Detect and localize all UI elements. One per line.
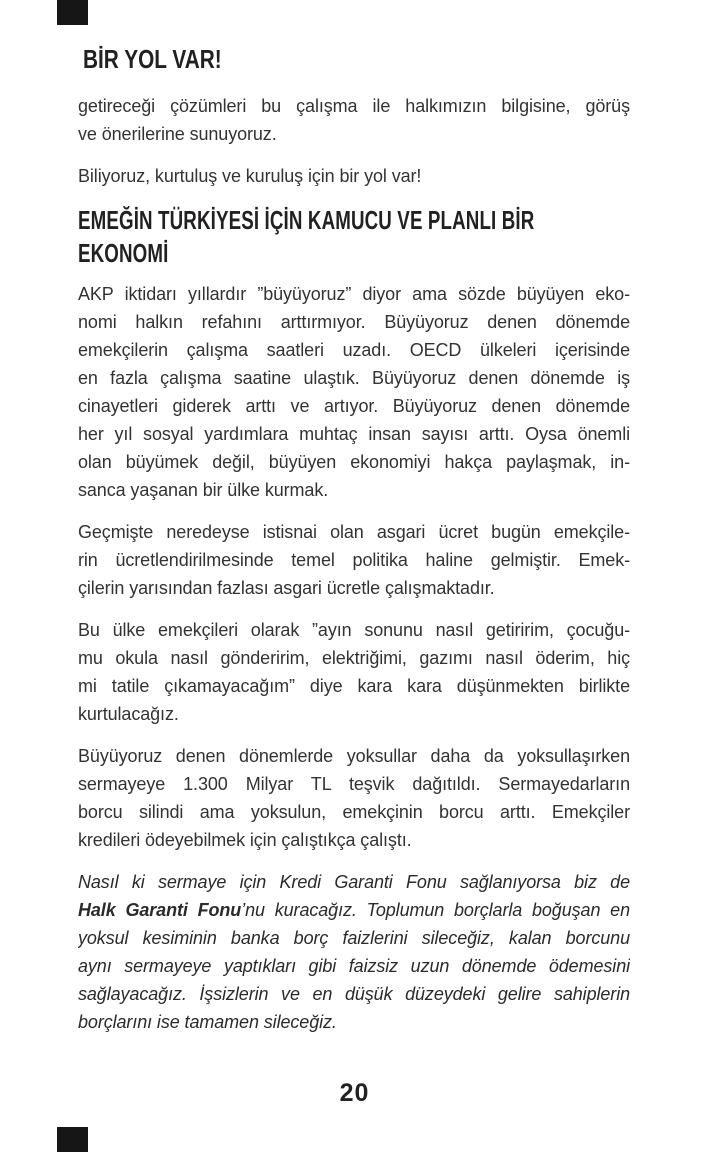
page-number: 20 [339, 1079, 370, 1107]
heading-line: EMEĞİN TÜRKİYESİ İÇİN KAMUCU VE PLANLI BİR [78, 205, 535, 235]
paragraph [78, 162, 630, 190]
text-line: sanca yaşanan bir ülke kurmak. [78, 480, 329, 500]
text-line: Nasıl ki sermaye için Kredi Garanti Fonu sağlanıyorsa biz de [78, 872, 630, 892]
text-line: AKP iktidarı yıllardır ”büyüyoruz” diyor ama sözde büyüyen eko- [78, 284, 630, 304]
text-line: mu okula nasıl gönderirim, elektriğimi, gazımı nasıl öderim, hiç [78, 648, 630, 668]
text-line: sermayeye 1.300 Milyar TL teşvik dağıtıldı. Sermayedarların [78, 774, 630, 794]
heading-line: EKONOMİ [78, 238, 169, 268]
paragraph [78, 92, 630, 148]
text-line: çilerin yarısından fazlası asgari ücretle çalışmaktadır. [78, 578, 495, 598]
corner-tab-bottom [57, 1127, 88, 1152]
page-header-title: BİR YOL VAR! [83, 44, 222, 74]
text-line: ve önerilerine sunuyoruz. [78, 124, 277, 144]
text-line: aynı sermayeye yaptıkları gibi faizsiz uzun dönemde ödemesini [78, 956, 630, 976]
section-heading [78, 204, 535, 270]
text-line: nomi halkın refahını arttırmıyor. Büyüyoruz denen dönemde [78, 312, 630, 332]
paragraph [78, 518, 630, 602]
text-line: cinayetleri giderek arttı ve artıyor. Büyüyoruz denen dönemde [78, 396, 630, 416]
text-line: sağlayacağız. İşsizlerin ve en düşük düzeydeki gelire sahiplerin [78, 984, 630, 1004]
corner-tab-top [57, 0, 88, 25]
text-line: mi tatile çıkamayacağım” diye kara kara düşünmekten birlikte [78, 676, 630, 696]
text-line: getireceği çözümleri bu çalışma ile halkımızın bilgisine, görüş [78, 96, 630, 116]
text-line: emekçilerin çalışma saatleri uzadı. OECD ülkeleri içerisinde [78, 340, 630, 360]
paragraph [78, 616, 630, 728]
text-line: Geçmişte neredeyse istisnai olan asgari ücret bugün emekçile- [78, 522, 630, 542]
text-line: rin ücretlendirilmesinde temel politika haline gelmiştir. Emek- [78, 550, 630, 570]
paragraph [78, 280, 630, 504]
text-line: olan büyümek değil, büyüyen ekonomiyi hakça paylaşmak, in- [78, 452, 630, 472]
text-line: yoksul kesiminin banka borç faizlerini sileceğiz, kalan borcunu [78, 928, 630, 948]
bold-phrase: Halk Garanti Fonu [78, 900, 242, 920]
text-line: en fazla çalışma saatine ulaştık. Büyüyoruz denen dönemde iş [78, 368, 630, 388]
text-line: her yıl sosyal yardımlara muhtaç insan sayısı arttı. Oysa önemli [78, 424, 630, 444]
text-line [78, 896, 630, 924]
text-line: Büyüyoruz denen dönemlerde yoksullar daha da yoksullaşırken [78, 746, 630, 766]
text-line: kurtulacağız. [78, 704, 179, 724]
text-line: Bu ülke emekçileri olarak ”ayın sonunu nasıl getiririm, çocuğu- [78, 620, 630, 640]
text-line: kredileri ödeyebilmek için çalıştıkça çalıştı. [78, 830, 412, 850]
text-span: ’nu kuracağız. Toplumun borçlarla boğuşan en [241, 900, 630, 920]
paragraph [78, 868, 630, 1036]
text-line: borçlarını ise tamamen sileceğiz. [78, 1012, 337, 1032]
paragraph [78, 742, 630, 854]
text-line: Biliyoruz, kurtuluş ve kuruluş için bir yol var! [78, 166, 422, 186]
text-line: borcu silindi ama yoksulun, emekçinin borcu arttı. Emekçiler [78, 802, 630, 822]
content-flow [78, 92, 630, 1050]
